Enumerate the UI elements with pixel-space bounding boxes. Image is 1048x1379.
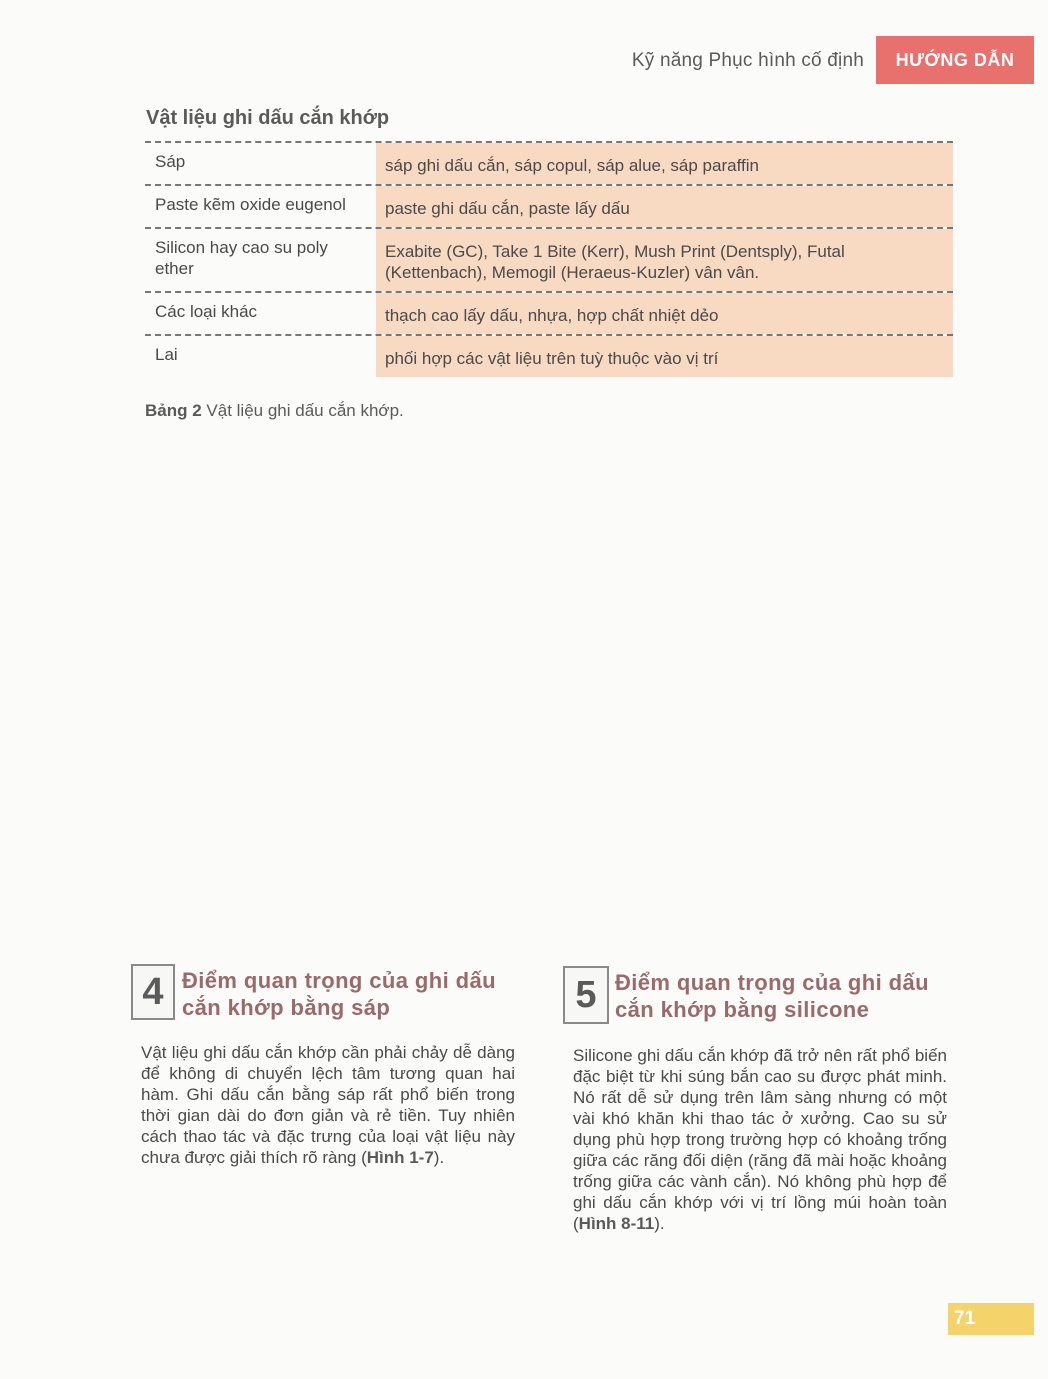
- page-number: 71: [948, 1303, 1034, 1335]
- examples-cell: phối hợp các vật liệu trên tuỳ thuộc vào vị trí: [376, 336, 953, 377]
- section-badge: HƯỚNG DẪN: [876, 36, 1034, 84]
- examples-cell: sáp ghi dấu cắn, sáp copul, sáp alue, sáp paraffin: [376, 143, 953, 184]
- examples-cell: paste ghi dấu cắn, paste lấy dấu: [376, 186, 953, 227]
- material-cell: Silicon hay cao su poly ether: [155, 238, 328, 278]
- point-body-end: ).: [433, 1148, 445, 1167]
- figure-ref: Hình 8-11: [578, 1214, 655, 1233]
- point-body: [573, 1045, 947, 1234]
- point-title: Điểm quan trọng của ghi dấu cắn khớp bằng silicone: [615, 970, 929, 1022]
- material-cell: Paste kẽm oxide eugenol: [155, 195, 346, 214]
- point-body: [141, 1042, 515, 1168]
- table-row: [145, 143, 953, 186]
- material-cell: Sáp: [155, 152, 186, 171]
- table-row: [145, 229, 953, 293]
- table-row: [145, 293, 953, 336]
- figure-ref: Hình 1-7: [366, 1148, 434, 1167]
- examples-cell: Exabite (GC), Take 1 Bite (Kerr), Mush Print (Dentsply), Futal (Kettenbach), Memogil (Heraeus-Kuzler) vân vân.: [376, 229, 953, 291]
- table-row: [145, 186, 953, 229]
- table-title: Vật liệu ghi dấu cắn khớp: [146, 107, 390, 129]
- point-body-text: Silicone ghi dấu cắn khớp đã trở nên rất phổ biến đặc biệt từ khi súng bắn cao su được phát minh. Nó rất dễ sử dụng trên lâm sàng nhưng có một vài khó khăn khi thao tác ở xưởng. Cao su sử dụng phù hợp trong trường hợp có khoảng trống giữa các răng đối diện (răng đã mài hoặc khoảng trống giữa các vành cắn). Nó không phù hợp để ghi dấu cắn khớp với vị trí lồng múi hoàn toàn (: [573, 1046, 947, 1233]
- materials-table: [145, 141, 953, 377]
- point-body-text: Vật liệu ghi dấu cắn khớp cần phải chảy dễ dàng để không di chuyển lệch tâm tương quan hai hàm. Ghi dấu cắn bằng sáp rất phổ biến trong thời gian dài do đơn giản và rẻ tiền. Tuy nhiên cách thao tác và đặc trưng của loại vật liệu này chưa được giải thích rõ ràng (: [141, 1043, 515, 1167]
- running-header-title: Kỹ năng Phục hình cố định: [631, 50, 864, 71]
- point-body-end: ).: [654, 1214, 665, 1233]
- point-number-box: 5: [563, 966, 609, 1024]
- table-row: [145, 336, 953, 377]
- material-cell: Lai: [155, 345, 178, 364]
- point-title: Điểm quan trọng của ghi dấu cắn khớp bằng sáp: [182, 968, 496, 1020]
- material-cell: Các loại khác: [155, 302, 258, 321]
- examples-cell: thạch cao lấy dấu, nhựa, hợp chất nhiệt dẻo: [376, 293, 953, 334]
- caption-label: Bảng 2: [145, 401, 202, 420]
- table-caption: [145, 401, 404, 421]
- caption-text: Vật liệu ghi dấu cắn khớp.: [201, 401, 404, 420]
- point-number-box: 4: [131, 964, 175, 1020]
